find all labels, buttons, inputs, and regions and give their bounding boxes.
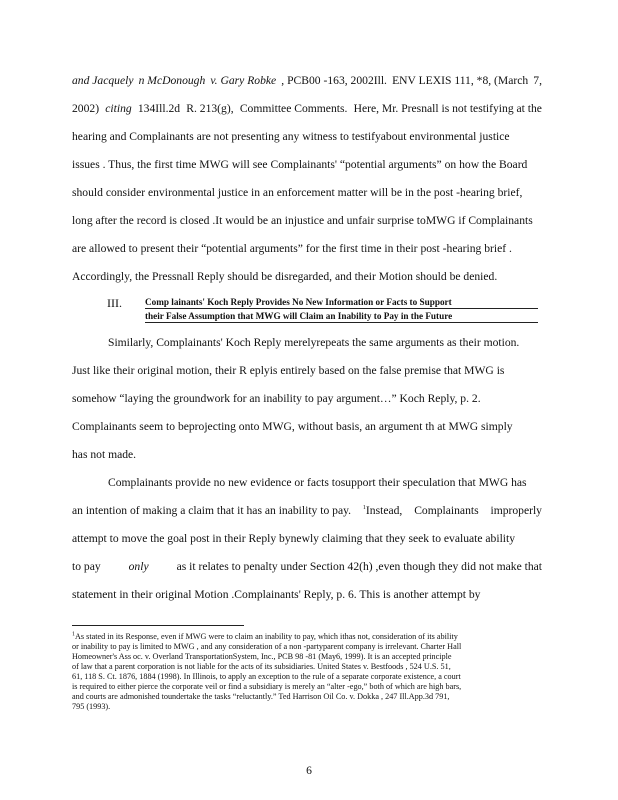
section-title-line-1: Comp lainants' Koch Reply Provides No New Information or Facts to Support: [145, 296, 538, 309]
footnote-line: $^1$As stated in its Response, even if MWG were to claim an inability to pay, which ithas not, consideration of its ability: [72, 631, 458, 641]
footnote-line: or inability to pay is limited to MWG , and any consideration of a non -partyparent company is irrelevant. Charter Hall: [72, 642, 462, 651]
footnote-ref: 1: [362, 505, 366, 512]
body-line: should consider environmental justice in an enforcement matter will be in the post -hearing brief,: [72, 186, 523, 199]
body-line: Accordingly, the Pressnall Reply should be disregarded, and their Motion should be denied.: [72, 270, 498, 283]
body-line: Complainants provide no new evidence or facts tosupport their speculation that MWG has: [108, 476, 527, 489]
body-line: 2002) citing 134Ill.2d R. 213(g), Committee Comments. Here, Mr. Presnall is not testifying at the: [72, 102, 542, 115]
footnote-line: 795 (1993).: [72, 702, 111, 711]
footnote-line: of law that a parent corporation is not liable for the acts of its subsidiaries. United States v. Bestfoods , 524 U.S. 51,: [72, 662, 451, 671]
footnote-line: is required to either pierce the corporate veil or find a subsidiary is merely an “alter -ego,” both of which are high bars,: [72, 682, 462, 691]
body-line: to pay only as it relates to penalty under Section 42(h) ,even though they did not make that: [72, 560, 542, 573]
section-number: III.: [107, 296, 122, 310]
body-line: an intention of making a claim that it has an inability to pay. $^1$Instead, Complainants improperly: [72, 504, 542, 517]
footnote-line: 61, 118 S. Ct. 1876, 1884 (1998). In Illinois, to apply an exception to the rule of a separate corporate existence, a court: [72, 672, 461, 681]
body-line: issues . Thus, the first time MWG will see Complainants' “potential arguments” on how the Board: [72, 158, 528, 171]
footnote-rule: [72, 625, 244, 626]
footnote-line: Homeowner's Ass oc. v. Overland TransportationSystem, Inc., PCB 98 -81 (May6, 1999). It is an accepted principle: [72, 652, 452, 661]
section-title-line-2: their False Assumption that MWG will Claim an Inability to Pay in the Future: [145, 310, 538, 323]
body-line: Similarly, Complainants' Koch Reply merelyrepeats the same arguments as their motion.: [108, 336, 520, 349]
body-line: somehow “laying the groundwork for an inability to pay argument…” Koch Reply, p. 2.: [72, 392, 481, 405]
page-number: 6: [306, 764, 312, 777]
body-line: hearing and Complainants are not presenting any witness to testifyabout environmental justice: [72, 130, 510, 143]
body-line: attempt to move the goal post in their Reply bynewly claiming that they seek to evaluate ability: [72, 532, 516, 545]
body-line: and Jacquely n McDonough v. Gary Robke , PCB00 -163, 2002Ill. ENV LEXIS 111, *8, (March 7,: [72, 74, 542, 87]
body-line: statement in their original Motion .Complainants' Reply, p. 6. This is another attempt by: [72, 588, 481, 601]
body-line: are allowed to present their “potential arguments” for the first time in their post -hearing brief .: [72, 242, 512, 255]
body-line: has not made.: [72, 448, 137, 461]
body-line: long after the record is closed .It would be an injustice and unfair surprise toMWG if Complainants: [72, 214, 533, 227]
body-line: Just like their original motion, their R eplyis entirely based on the false premise that MWG is: [72, 364, 505, 377]
footnote-line: and courts are admonished toundertake the tasks “reluctantly.” Ted Harrison Oil Co. v. Dokka , 247 Ill.App.3d 791,: [72, 692, 450, 701]
body-line: Complainants seem to beprojecting onto MWG, without basis, an argument th at MWG simply: [72, 420, 513, 433]
